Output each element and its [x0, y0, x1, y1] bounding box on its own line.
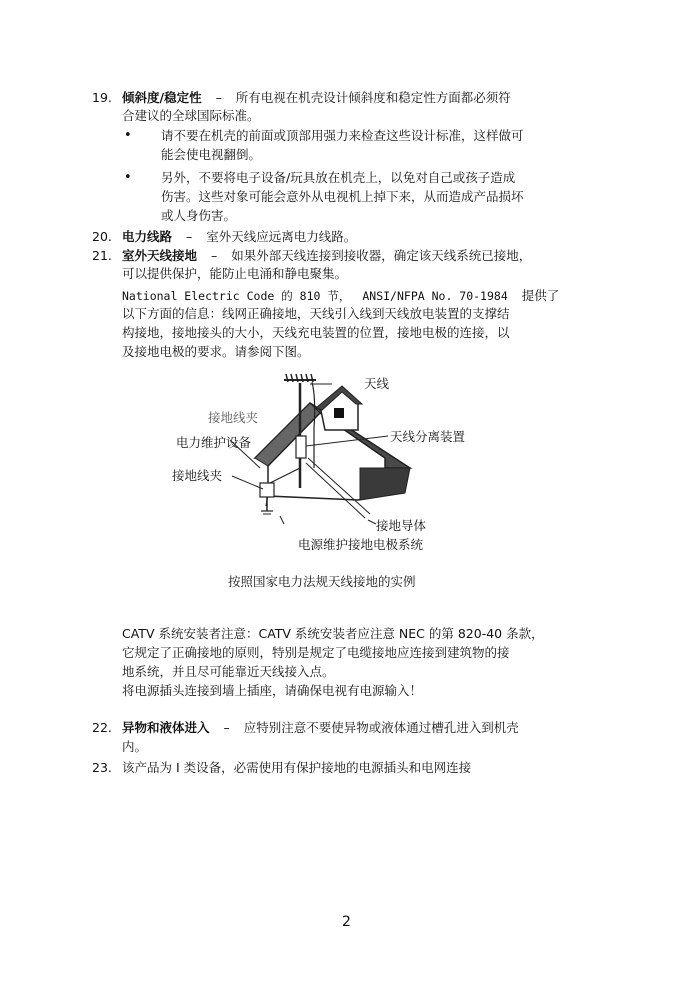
item-text: 构接地，接地接头的大小，天线充电装置的位置，接地电极的连接，以 [122, 325, 510, 340]
item-text: 所有电视在机壳设计倾斜度和稳定性方面都必须符 [235, 90, 511, 105]
power-note: 将电源插头连接到墙上插座，请确保电视有电源输入！ [122, 683, 423, 698]
item-number: 22. [92, 720, 112, 735]
label-ground-conductor: 接地导体 [376, 518, 427, 533]
nec-reference: National Electric Code 的 810 节， [122, 289, 351, 303]
item-title: 倾斜度/稳定性 [122, 90, 202, 105]
item-text: 合建议的全球国际标准。 [122, 108, 260, 123]
item-text: 该产品为 I 类设备，必需使用有保护接地的电源插头和电网连接 [122, 760, 472, 775]
label-discharge-unit: 天线分离装置 [390, 429, 466, 444]
discharge-unit-shape [296, 436, 306, 458]
item-text: 及接地电极的要求。请参阅下图。 [122, 344, 310, 359]
page-number: 2 [342, 914, 351, 930]
item-title: 室外天线接地 [122, 248, 198, 263]
bullet-text: 伤害。这些对象可能会意外从电视机上掉下来，从而造成产品损坏 [161, 189, 524, 204]
dash: – [211, 248, 218, 263]
item-text: 如果外部天线连接到接收器，确定该天线系统已接地， [231, 248, 532, 263]
item-title: 异物和液体进入 [122, 720, 210, 735]
bullet-icon: • [124, 170, 132, 185]
item-text: 室外天线应远离电力线路。 [206, 229, 357, 244]
item-title: 电力线路 [122, 229, 173, 244]
dash: – [223, 720, 230, 735]
antenna-grounding-figure [160, 368, 490, 568]
item-number: 20. [92, 229, 112, 244]
bullet-text: 另外，不要将电子设备/玩具放在机壳上，以免对自己或孩子造成 [161, 170, 516, 185]
label-ground-clamp: 接地线夹 [172, 468, 223, 483]
item-number: 21. [92, 248, 112, 263]
bullet-text: 能会使电视翻倒。 [161, 147, 262, 162]
label-ground-clamp-top: 接地线夹 [208, 410, 259, 425]
item-number: 19. [92, 90, 112, 105]
item-text: 可以提供保护，能防止电涌和静电聚集。 [122, 266, 348, 281]
label-service-equipment: 电力维护设备 [176, 435, 252, 450]
dash: – [215, 90, 222, 105]
catv-text: 它规定了正确接地的原则，特别是规定了电缆接地应连接到建筑物的接 [122, 645, 510, 660]
figure-caption: 按照国家电力法规天线接地的实例 [228, 574, 416, 589]
item-text: 应特别注意不要使异物或液体通过槽孔进入到机壳 [243, 720, 519, 735]
ansi-reference: ANSI/NFPA No. 70-1984 [362, 289, 508, 303]
item-number: 23. [92, 760, 112, 775]
dash: – [186, 229, 193, 244]
bullet-text: 或人身伤害。 [161, 208, 237, 223]
item-text: 内。 [122, 739, 148, 754]
item-text: 以下方面的信息：线网正确接地，天线引入线到天线放电装置的支撑结 [122, 306, 510, 321]
item-text: 提供了 [521, 288, 560, 303]
catv-text: CATV 系统安装者注意：CATV 系统安装者应注意 NEC 的第 820-40 条款， [122, 626, 544, 641]
bullet-icon: • [124, 128, 132, 143]
label-antenna: 天线 [364, 376, 390, 391]
bullet-text: 请不要在机壳的前面或顶部用强力来检查这些设计标准，这样做可 [161, 128, 524, 143]
service-equipment-box [260, 483, 274, 497]
label-electrode-system: 电源维护接地电极系统 [298, 537, 424, 552]
catv-text: 地系统，并且尽可能靠近天线接入点。 [122, 664, 335, 679]
